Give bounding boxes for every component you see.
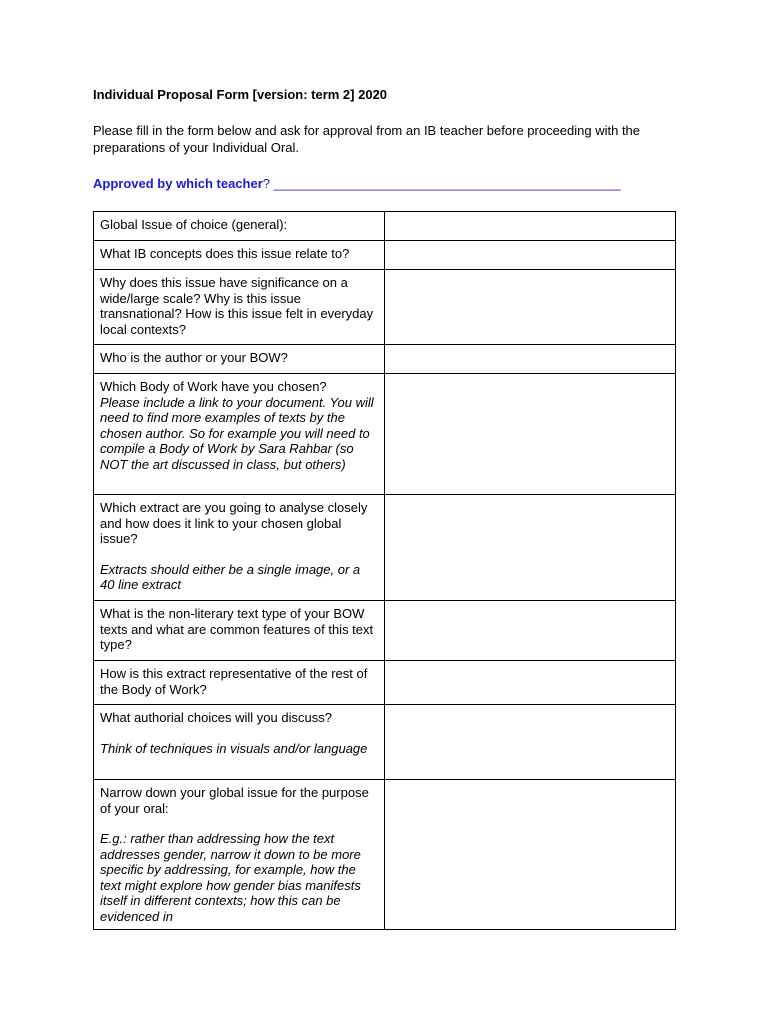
question-text: Which Body of Work have you chosen? xyxy=(100,379,327,394)
table-row xyxy=(94,601,676,661)
answer-cell[interactable] xyxy=(385,601,676,661)
answer-cell[interactable] xyxy=(385,241,676,270)
question-cell xyxy=(94,345,385,374)
answer-cell[interactable] xyxy=(385,780,676,930)
table-row xyxy=(94,241,676,270)
approval-blank[interactable]: ? ________________________________________________ xyxy=(262,176,621,191)
question-cell xyxy=(94,374,385,495)
question-text: Who is the author or your BOW? xyxy=(100,350,288,365)
table-row xyxy=(94,705,676,780)
question-text: Narrow down your global issue for the purpose of your oral: xyxy=(100,785,369,816)
question-text: Which extract are you going to analyse closely and how does it link to your chosen global issue? xyxy=(100,500,368,546)
answer-cell[interactable] xyxy=(385,345,676,374)
question-cell xyxy=(94,270,385,345)
question-text: Global Issue of choice (general): xyxy=(100,217,288,232)
table-row xyxy=(94,270,676,345)
answer-cell[interactable] xyxy=(385,212,676,241)
question-cell xyxy=(94,705,385,780)
question-text: Why does this issue have significance on a wide/large scale? Why is this issue transnational? How is this issue felt in everyday local contexts? xyxy=(100,275,374,337)
proposal-table xyxy=(93,211,676,930)
question-note: Extracts should either be a single image, or a 40 line extract xyxy=(100,561,361,592)
question-cell xyxy=(94,661,385,705)
question-note: E.g.: rather than addressing how the text addresses gender, narrow it down to be more specific by addressing, for example, how the text might explore how gender bias manifests itself in different contexts; how this can be evidenced in xyxy=(100,831,361,924)
question-text: What authorial choices will you discuss? xyxy=(100,710,332,725)
form-intro: Please fill in the form below and ask for approval from an IB teacher before proceeding with the preparations of your Individual Oral. xyxy=(93,123,641,155)
answer-cell[interactable] xyxy=(385,705,676,780)
form-title: Individual Proposal Form [version: term 2] 2020 xyxy=(93,87,388,102)
question-cell xyxy=(94,601,385,661)
answer-cell[interactable] xyxy=(385,661,676,705)
question-cell xyxy=(94,212,385,241)
answer-cell[interactable] xyxy=(385,374,676,495)
table-row xyxy=(94,780,676,930)
question-text: What is the non-literary text type of your BOW texts and what are common features of this text type? xyxy=(100,606,374,652)
question-text: How is this extract representative of the rest of the Body of Work? xyxy=(100,666,368,697)
question-cell xyxy=(94,241,385,270)
approval-label: Approved by which teacher xyxy=(93,176,263,191)
question-cell xyxy=(94,495,385,601)
table-row xyxy=(94,212,676,241)
form-header xyxy=(93,86,683,192)
approval-line xyxy=(93,175,683,192)
table-row xyxy=(94,661,676,705)
answer-cell[interactable] xyxy=(385,495,676,601)
table-row xyxy=(94,345,676,374)
question-cell xyxy=(94,780,385,930)
table-row xyxy=(94,374,676,495)
question-note: Think of techniques in visuals and/or language xyxy=(100,740,368,756)
question-text: What IB concepts does this issue relate to? xyxy=(100,246,350,261)
table-row xyxy=(94,495,676,601)
answer-cell[interactable] xyxy=(385,270,676,345)
question-note: Please include a link to your document. You will need to find more examples of texts by the chosen author. So for example you will need to compile a Body of Work by Sara Rahbar (so NOT the art discussed in class, but others) xyxy=(100,394,374,472)
